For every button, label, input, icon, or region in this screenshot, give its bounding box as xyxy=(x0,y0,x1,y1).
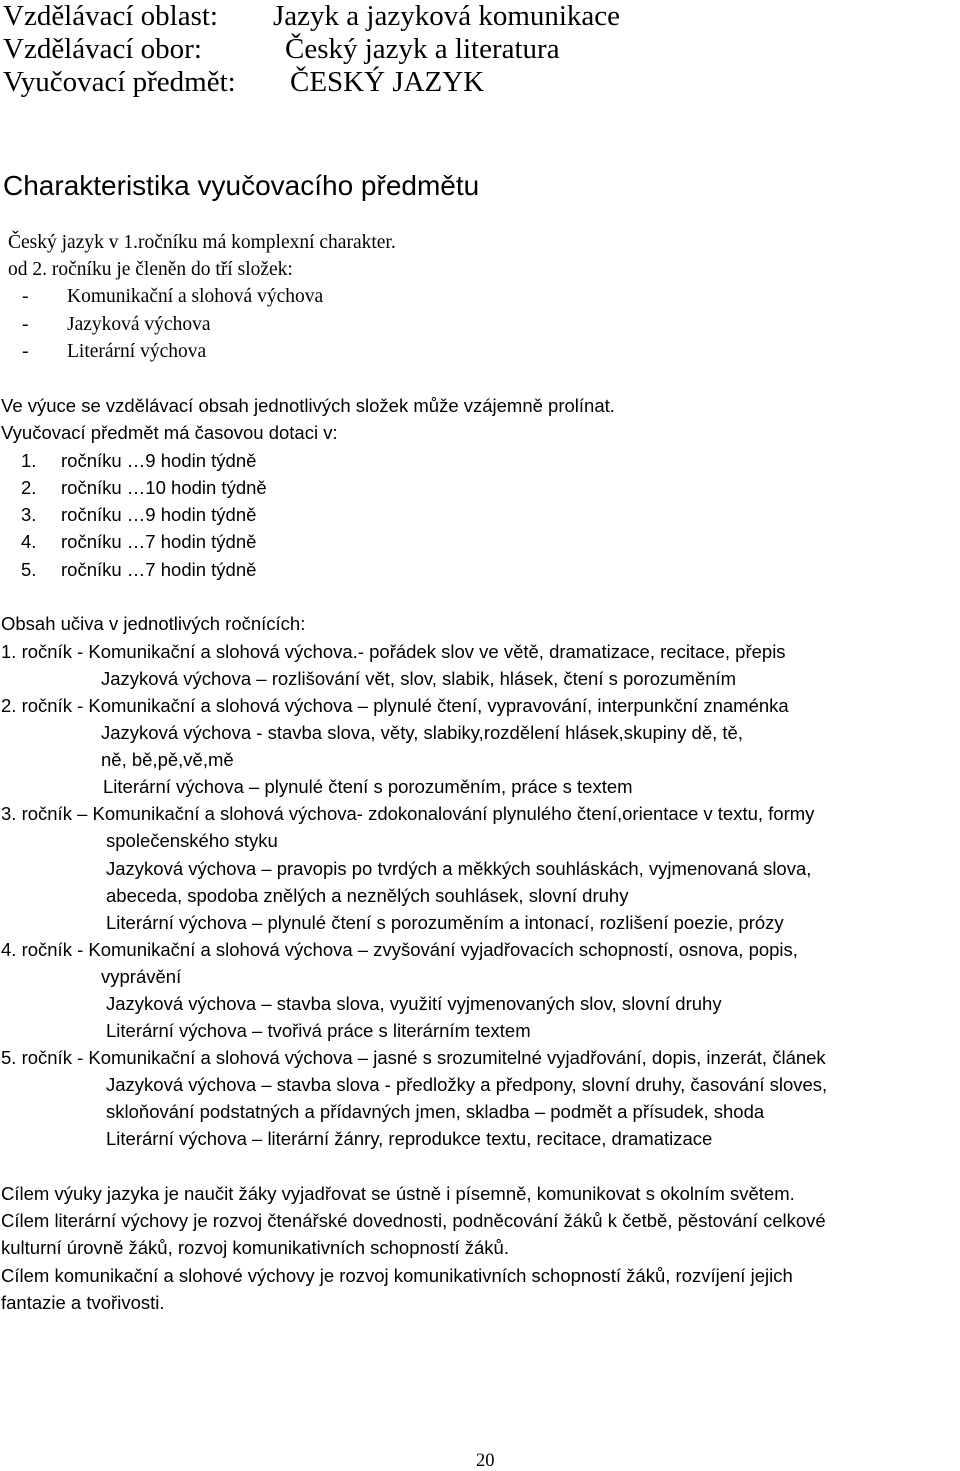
field-label: Vzdělávací obor: xyxy=(3,33,202,65)
intro-line-2: od 2. ročníku je členěn do tří složek: xyxy=(8,259,293,280)
hours-row xyxy=(21,561,256,580)
section-title: Charakteristika vyučovacího předmětu xyxy=(3,170,480,201)
grade-line: 4. ročník - Komunikační a slohová výchova – zvyšování vyjadřovacích schopností, osnova, popis, xyxy=(1,939,798,960)
grade-line: Jazyková výchova – rozlišování vět, slov, slabik, hlásek, čtení s porozuměním xyxy=(101,668,737,689)
hours-row-number: 1. xyxy=(21,450,37,471)
component-label: Jazyková výchova xyxy=(67,314,211,335)
grade-line: 2. ročník - Komunikační a slohová výchova – plynulé čtení, vypravování, interpunkční znaménka xyxy=(1,695,789,716)
grade-line: Literární výchova – literární žánry, reprodukce textu, recitace, dramatizace xyxy=(106,1128,713,1149)
grade-line: Literární výchova – tvořivá práce s literárním textem xyxy=(106,1020,531,1041)
component-item: - Jazyková výchova xyxy=(22,314,211,335)
grade-line: skloňování podstatných a přídavných jmen, skladba – podmět a přísudek, shoda xyxy=(106,1101,765,1122)
overlap-note: Ve výuce se vzdělávací obsah jednotlivých složek může vzájemně prolínat. xyxy=(1,395,615,416)
header-subject-row xyxy=(3,66,485,98)
content-heading: Obsah učiva v jednotlivých ročnících: xyxy=(1,613,306,634)
hours-row-number: 2. xyxy=(21,477,37,498)
goal-line: fantazie a tvořivosti. xyxy=(1,1292,165,1313)
hours-row-text: ročníku …10 hodin týdně xyxy=(61,477,267,498)
hours-row-number: 3. xyxy=(21,504,37,525)
component-label: Literární výchova xyxy=(67,341,207,362)
grade-line: Jazyková výchova - stavba slova, věty, slabiky,rozdělení hlásek,skupiny dě, tě, xyxy=(101,722,743,743)
header-field-row xyxy=(3,33,560,65)
grade-line: abeceda, spodoba znělých a neznělých souhlásek, slovní druhy xyxy=(106,885,629,906)
field-value: Český jazyk a literatura xyxy=(285,33,560,65)
header-area-row xyxy=(3,0,621,32)
goal-line: kulturní úrovně žáků, rozvoj komunikativních schopností žáků. xyxy=(1,1237,509,1258)
page-number: 20 xyxy=(476,1451,495,1471)
component-item: - Literární výchova xyxy=(22,341,207,362)
area-value: Jazyk a jazyková komunikace xyxy=(273,0,621,32)
subject-value: ČESKÝ JAZYK xyxy=(290,66,485,98)
hours-row xyxy=(21,506,256,525)
hours-heading: Vyučovací předmět má časovou dotaci v: xyxy=(1,422,338,443)
component-label: Komunikační a slohová výchova xyxy=(67,286,324,307)
grade-line: Jazyková výchova – stavba slova, využití vyjmenovaných slov, slovní druhy xyxy=(106,993,722,1014)
grade-line: 5. ročník - Komunikační a slohová výchova – jasné s srozumitelné vyjadřování, dopis, inzerát, článek xyxy=(1,1047,826,1068)
hours-row xyxy=(21,533,256,552)
goal-line: Cílem komunikační a slohové výchovy je rozvoj komunikativních schopností žáků, rozvíjení jejich xyxy=(1,1265,793,1286)
grade-line: ně, bě,pě,vě,mě xyxy=(101,749,234,770)
component-item: - Komunikační a slohová výchova xyxy=(22,286,324,307)
grade-line: 1. ročník - Komunikační a slohová výchova.- pořádek slov ve větě, dramatizace, recitace, přepis xyxy=(1,641,786,662)
hours-row-text: ročníku …9 hodin týdně xyxy=(61,504,257,525)
hours-row-text: ročníku …7 hodin týdně xyxy=(61,531,257,552)
hours-row xyxy=(21,479,267,498)
grade-line: Literární výchova – plynulé čtení s porozuměním a intonací, rozlišení poezie, prózy xyxy=(106,912,784,933)
goal-line: Cílem literární výchovy je rozvoj čtenářské dovednosti, podněcování žáků k četbě, pěstování celkové xyxy=(1,1210,826,1231)
hours-row-number: 5. xyxy=(21,559,37,580)
grade-line: 3. ročník – Komunikační a slohová výchova- zdokonalování plynulého čtení,orientace v textu, formy xyxy=(1,803,815,824)
subject-label: Vyučovací předmět: xyxy=(3,66,236,98)
area-label: Vzdělávací oblast: xyxy=(3,0,218,32)
hours-row-number: 4. xyxy=(21,531,37,552)
intro-line-1: Český jazyk v 1.ročníku má komplexní charakter. xyxy=(8,232,396,253)
grade-line: Literární výchova – plynulé čtení s porozuměním, práce s textem xyxy=(103,776,633,797)
hours-row-text: ročníku …9 hodin týdně xyxy=(61,450,257,471)
goal-line: Cílem výuky jazyka je naučit žáky vyjadřovat se ústně i písemně, komunikovat s okolním světem. xyxy=(1,1183,795,1204)
grade-line: společenského styku xyxy=(106,830,278,851)
grade-line: Jazyková výchova – pravopis po tvrdých a měkkých souhláskách, vyjmenovaná slova, xyxy=(106,858,812,879)
hours-row-text: ročníku …7 hodin týdně xyxy=(61,559,257,580)
grade-line: Jazyková výchova – stavba slova - předložky a předpony, slovní druhy, časování sloves, xyxy=(106,1074,828,1095)
grade-line: vyprávění xyxy=(101,966,182,987)
hours-row xyxy=(21,452,256,471)
